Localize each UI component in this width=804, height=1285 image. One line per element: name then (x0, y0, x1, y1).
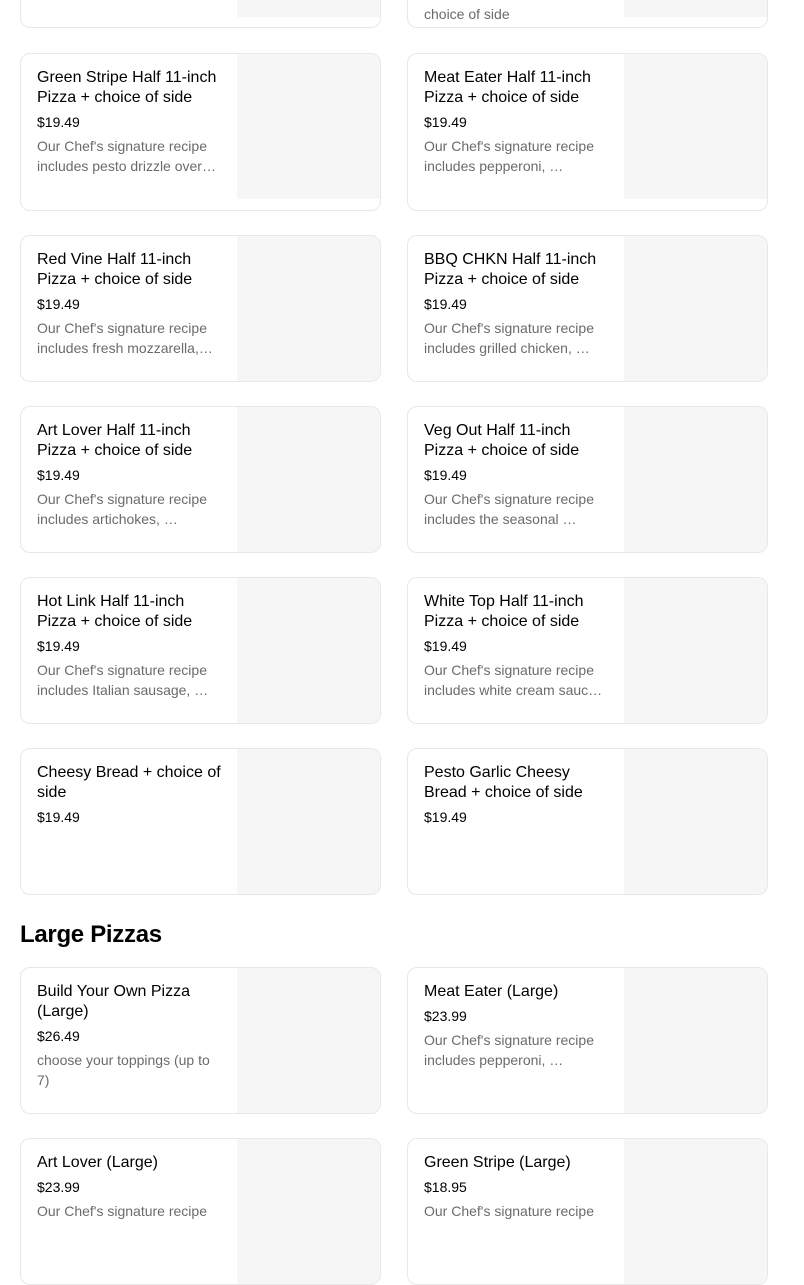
menu-item-image (237, 749, 381, 894)
menu-item-image (237, 578, 381, 723)
menu-item-price: $26.49 (37, 1028, 80, 1044)
menu-item-description: choose your toppings (up to 7) (37, 1052, 210, 1088)
menu-item-card[interactable] (407, 235, 768, 382)
menu-item-title: BBQ CHKN Half 11-inch Pizza + choice of side (424, 251, 597, 288)
menu-item-title: Art Lover Half 11-inch Pizza + choice of side (37, 422, 193, 459)
menu-item-title: Green Stripe Half 11-inch Pizza + choice of side (37, 69, 217, 106)
menu-item-image (624, 578, 768, 723)
menu-item-description: Our Chef's signature recipe includes the seasonal … (424, 491, 594, 527)
menu-item-card[interactable] (407, 0, 768, 28)
menu-item-card[interactable] (20, 1138, 381, 1285)
menu-item-image (624, 749, 768, 894)
menu-item-price: $18.95 (424, 1179, 467, 1195)
menu-item-image (624, 236, 768, 381)
menu-item-description: Our Chef's signature recipe includes grilled chicken, … (424, 320, 594, 356)
menu-item-card[interactable] (407, 748, 768, 895)
menu-item-title: Cheesy Bread + choice of side (37, 764, 221, 801)
menu-item-description: Our Chef's signature recipe includes pepperoni, … (424, 138, 594, 174)
menu-item-price: $19.49 (424, 638, 467, 654)
menu-item-card[interactable] (20, 53, 381, 211)
menu-item-image (624, 54, 768, 199)
section-title: Large Pizzas (20, 921, 162, 948)
menu-item-price: $19.49 (37, 809, 80, 825)
menu-item-card[interactable] (407, 577, 768, 724)
menu-item-description: Our Chef's signature recipe includes Italian sausage, … (37, 662, 209, 698)
menu-item-price: $19.49 (37, 114, 80, 130)
menu-item-title: Hot Link Half 11-inch Pizza + choice of side (37, 593, 193, 630)
menu-item-description: Our Chef's signature recipe includes pepperoni, … (424, 1032, 594, 1068)
menu-item-description: Our Chef's signature recipe (424, 1203, 594, 1219)
menu-item-description: Our Chef's signature recipe includes fresh mozzarella,… (37, 320, 213, 356)
menu-item-card[interactable] (407, 967, 768, 1114)
menu-item-description: Our Chef's signature recipe includes white cream sauc… (424, 662, 603, 698)
menu-item-card[interactable] (407, 53, 768, 211)
menu-item-description: Our Chef's signature recipe (37, 1203, 207, 1219)
menu-item-image (624, 407, 768, 552)
menu-item-card[interactable] (407, 1138, 768, 1285)
menu-item-card[interactable] (20, 967, 381, 1114)
menu-item-price: $23.99 (424, 1008, 467, 1024)
menu-item-price: $19.49 (37, 638, 80, 654)
menu-item-card[interactable] (20, 0, 381, 28)
menu-item-description: choice of side (424, 6, 510, 22)
menu-item-title: Meat Eater Half 11-inch Pizza + choice of side (424, 69, 591, 106)
menu-item-price: $19.49 (424, 296, 467, 312)
menu-item-price: $23.99 (37, 1179, 80, 1195)
menu-item-price: $19.49 (37, 296, 80, 312)
menu-item-title: Red Vine Half 11-inch Pizza + choice of side (37, 251, 193, 288)
menu-item-card[interactable] (20, 406, 381, 553)
menu-item-card[interactable] (20, 577, 381, 724)
menu-item-price: $19.49 (424, 467, 467, 483)
menu-item-title: Green Stripe (Large) (424, 1154, 571, 1171)
menu-item-card[interactable] (407, 406, 768, 553)
menu-item-image (237, 236, 381, 381)
menu-item-card[interactable] (20, 748, 381, 895)
menu-item-title: Build Your Own Pizza (Large) (37, 983, 190, 1020)
menu-item-price: $19.49 (37, 467, 80, 483)
menu-item-description: Our Chef's signature recipe includes pesto drizzle over… (37, 138, 216, 174)
menu-item-image (237, 407, 381, 552)
menu-item-card[interactable] (20, 235, 381, 382)
menu-item-image (237, 1139, 381, 1284)
menu-item-title: Veg Out Half 11-inch Pizza + choice of side (424, 422, 580, 459)
menu-item-title: Pesto Garlic Cheesy Bread + choice of side (424, 764, 583, 801)
menu-item-price: $19.49 (424, 114, 467, 130)
menu-item-title: Art Lover (Large) (37, 1154, 158, 1171)
menu-item-price: $19.49 (424, 809, 467, 825)
menu-item-image (624, 1139, 768, 1284)
menu-item-description: Our Chef's signature recipe includes artichokes, … (37, 491, 207, 527)
menu-item-image (237, 968, 381, 1113)
menu-item-image (624, 968, 768, 1113)
menu-item-image (237, 54, 381, 199)
menu-item-title: White Top Half 11-inch Pizza + choice of side (424, 593, 584, 630)
menu-item-image (237, 0, 381, 17)
menu-item-title: Meat Eater (Large) (424, 983, 559, 1000)
menu-item-image (624, 0, 768, 17)
